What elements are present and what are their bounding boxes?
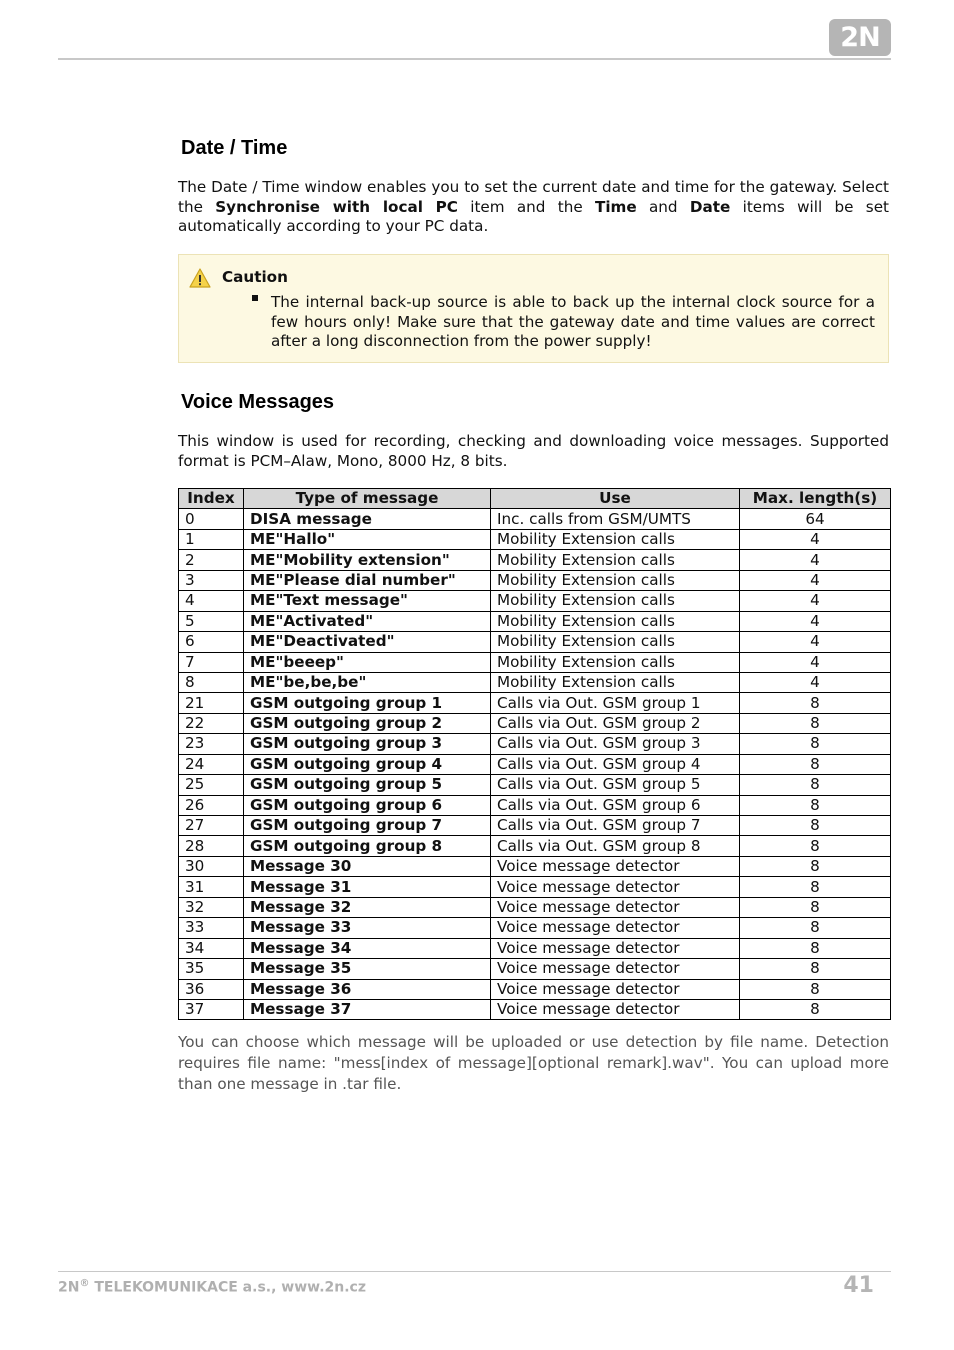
caution-title: Caution — [222, 268, 288, 286]
table-row — [179, 591, 891, 611]
cell-type: GSM outgoing group 3 — [244, 734, 491, 754]
voice-messages-table — [178, 488, 891, 1020]
cell-use: Calls via Out. GSM group 6 — [491, 795, 740, 815]
cell-max-length: 4 — [740, 672, 891, 692]
cell-index: 7 — [179, 652, 244, 672]
caution-box — [178, 254, 889, 363]
voice-messages-intro: This window is used for recording, checking and downloading voice messages. Supported format is PCM–Alaw, Mono, 8000 Hz, 8 bits. — [178, 432, 889, 470]
cell-type: GSM outgoing group 5 — [244, 775, 491, 795]
table-row — [179, 632, 891, 652]
cell-type: Message 33 — [244, 918, 491, 938]
cell-max-length: 4 — [740, 529, 891, 549]
cell-type: ME"Text message" — [244, 591, 491, 611]
cell-use: Calls via Out. GSM group 7 — [491, 816, 740, 836]
table-row — [179, 856, 891, 876]
cell-type: ME"Activated" — [244, 611, 491, 631]
cell-use: Mobility Extension calls — [491, 652, 740, 672]
cell-use: Calls via Out. GSM group 3 — [491, 734, 740, 754]
cell-max-length: 8 — [740, 938, 891, 958]
cell-use: Calls via Out. GSM group 4 — [491, 754, 740, 774]
cell-index: 36 — [179, 979, 244, 999]
cell-use: Mobility Extension calls — [491, 591, 740, 611]
cell-max-length: 4 — [740, 652, 891, 672]
cell-type: ME"Mobility extension" — [244, 550, 491, 570]
cell-max-length: 8 — [740, 959, 891, 979]
cell-use: Mobility Extension calls — [491, 529, 740, 549]
date-time-heading: Date / Time — [181, 137, 288, 159]
cell-max-length: 8 — [740, 816, 891, 836]
cell-max-length: 4 — [740, 550, 891, 570]
footer-company: 2N® TELEKOMUNIKACE a.s., www.2n.cz — [58, 1278, 366, 1296]
cell-use: Mobility Extension calls — [491, 550, 740, 570]
cell-type: Message 37 — [244, 999, 491, 1019]
cell-type: Message 36 — [244, 979, 491, 999]
table-row — [179, 918, 891, 938]
date-time-paragraph: The Date / Time window enables you to set the current date and time for the gateway. Select the Synchronise with local PC item and the Time and Date items will be set automatically according to your PC data. — [178, 178, 890, 236]
table-row — [179, 836, 891, 856]
table-row — [179, 795, 891, 815]
cell-max-length: 4 — [740, 570, 891, 590]
table-row — [179, 938, 891, 958]
cell-index: 27 — [179, 816, 244, 836]
cell-max-length: 4 — [740, 632, 891, 652]
cell-use: Voice message detector — [491, 877, 740, 897]
cell-use: Calls via Out. GSM group 8 — [491, 836, 740, 856]
table-row — [179, 816, 891, 836]
table-row — [179, 550, 891, 570]
cell-index: 21 — [179, 693, 244, 713]
cell-type: GSM outgoing group 2 — [244, 713, 491, 733]
cell-type: GSM outgoing group 6 — [244, 795, 491, 815]
cell-max-length: 8 — [740, 856, 891, 876]
cell-max-length: 8 — [740, 979, 891, 999]
table-row — [179, 611, 891, 631]
cell-type: Message 31 — [244, 877, 491, 897]
cell-index: 22 — [179, 713, 244, 733]
column-header-use: Use — [491, 489, 740, 509]
cell-index: 33 — [179, 918, 244, 938]
table-row — [179, 529, 891, 549]
cell-type: GSM outgoing group 7 — [244, 816, 491, 836]
cell-index: 30 — [179, 856, 244, 876]
cell-max-length: 8 — [740, 734, 891, 754]
cell-type: ME"beeep" — [244, 652, 491, 672]
cell-index: 0 — [179, 509, 244, 529]
cell-type: GSM outgoing group 1 — [244, 693, 491, 713]
cell-use: Voice message detector — [491, 897, 740, 917]
cell-use: Voice message detector — [491, 979, 740, 999]
company-logo: 2N — [829, 19, 891, 56]
cell-index: 3 — [179, 570, 244, 590]
bullet-icon — [252, 295, 258, 301]
table-row — [179, 652, 891, 672]
cell-type: ME"be,be,be" — [244, 672, 491, 692]
header-rule — [58, 58, 891, 60]
cell-max-length: 8 — [740, 836, 891, 856]
cell-index: 23 — [179, 734, 244, 754]
table-row — [179, 959, 891, 979]
cell-use: Inc. calls from GSM/UMTS — [491, 509, 740, 529]
cell-type: Message 35 — [244, 959, 491, 979]
cell-use: Mobility Extension calls — [491, 570, 740, 590]
cell-type: Message 34 — [244, 938, 491, 958]
upload-note: You can choose which message will be uploaded or use detection by file name. Detection requires file name: "mess[index of message][optional remark].wav". You can upload more than one message in .tar file. — [178, 1033, 889, 1093]
cell-index: 28 — [179, 836, 244, 856]
table-row — [179, 672, 891, 692]
cell-use: Voice message detector — [491, 918, 740, 938]
cell-max-length: 4 — [740, 591, 891, 611]
column-header-max-length: Max. length(s) — [740, 489, 891, 509]
voice-messages-heading: Voice Messages — [181, 391, 335, 413]
cell-use: Voice message detector — [491, 938, 740, 958]
cell-index: 5 — [179, 611, 244, 631]
cell-type: ME"Deactivated" — [244, 632, 491, 652]
cell-index: 32 — [179, 897, 244, 917]
table-row — [179, 734, 891, 754]
cell-index: 1 — [179, 529, 244, 549]
cell-use: Mobility Extension calls — [491, 672, 740, 692]
table-row — [179, 693, 891, 713]
table-row — [179, 999, 891, 1019]
table-row — [179, 713, 891, 733]
cell-max-length: 8 — [740, 713, 891, 733]
cell-use: Calls via Out. GSM group 5 — [491, 775, 740, 795]
table-row — [179, 979, 891, 999]
cell-index: 6 — [179, 632, 244, 652]
cell-type: Message 32 — [244, 897, 491, 917]
cell-use: Voice message detector — [491, 959, 740, 979]
cell-use: Mobility Extension calls — [491, 611, 740, 631]
cell-type: DISA message — [244, 509, 491, 529]
warning-icon — [189, 268, 211, 288]
cell-max-length: 64 — [740, 509, 891, 529]
caution-text: The internal back-up source is able to back up the internal clock source for a few hours only! Make sure that the gateway date and time values are correct after a long disconnection from the power supply! — [271, 293, 875, 351]
cell-type: ME"Please dial number" — [244, 570, 491, 590]
table-row — [179, 897, 891, 917]
table-row — [179, 877, 891, 897]
column-header-type: Type of message — [244, 489, 491, 509]
cell-index: 34 — [179, 938, 244, 958]
table-row — [179, 754, 891, 774]
cell-index: 2 — [179, 550, 244, 570]
table-header-row — [179, 489, 891, 509]
cell-max-length: 8 — [740, 897, 891, 917]
cell-use: Voice message detector — [491, 856, 740, 876]
cell-index: 25 — [179, 775, 244, 795]
cell-max-length: 8 — [740, 775, 891, 795]
cell-index: 31 — [179, 877, 244, 897]
cell-type: ME"Hallo" — [244, 529, 491, 549]
cell-type: GSM outgoing group 4 — [244, 754, 491, 774]
cell-use: Mobility Extension calls — [491, 632, 740, 652]
cell-max-length: 8 — [740, 999, 891, 1019]
cell-max-length: 8 — [740, 918, 891, 938]
cell-index: 24 — [179, 754, 244, 774]
cell-index: 26 — [179, 795, 244, 815]
cell-use: Calls via Out. GSM group 2 — [491, 713, 740, 733]
page-number: 41 — [843, 1273, 874, 1298]
cell-index: 35 — [179, 959, 244, 979]
cell-index: 37 — [179, 999, 244, 1019]
cell-max-length: 4 — [740, 611, 891, 631]
cell-max-length: 8 — [740, 754, 891, 774]
cell-index: 8 — [179, 672, 244, 692]
cell-use: Voice message detector — [491, 999, 740, 1019]
table-row — [179, 775, 891, 795]
table-row — [179, 570, 891, 590]
footer-rule — [58, 1271, 891, 1272]
cell-type: GSM outgoing group 8 — [244, 836, 491, 856]
cell-max-length: 8 — [740, 693, 891, 713]
cell-max-length: 8 — [740, 877, 891, 897]
cell-type: Message 30 — [244, 856, 491, 876]
column-header-index: Index — [179, 489, 244, 509]
table-row — [179, 509, 891, 529]
cell-use: Calls via Out. GSM group 1 — [491, 693, 740, 713]
cell-max-length: 8 — [740, 795, 891, 815]
cell-index: 4 — [179, 591, 244, 611]
